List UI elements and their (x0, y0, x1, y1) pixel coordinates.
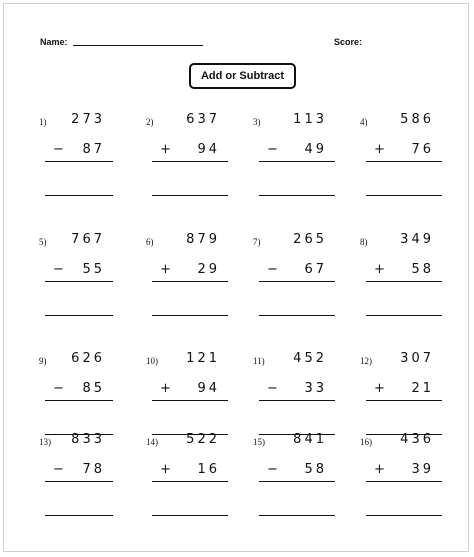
problem-top-number: 452 (293, 351, 327, 366)
problem-sum-line (45, 400, 113, 401)
problem-operator: − (267, 262, 278, 277)
problem-operand-row (253, 462, 327, 478)
problem-bottom-number: 58 (411, 262, 434, 277)
problem-operator: − (53, 381, 64, 396)
answer-line[interactable] (45, 515, 113, 516)
problem-operand-row (39, 142, 105, 158)
answer-line[interactable] (45, 195, 113, 196)
problem-4 (360, 112, 442, 212)
problem-bottom-number: 58 (304, 462, 327, 477)
problem-number: 10) (146, 356, 158, 366)
answer-line[interactable] (366, 315, 442, 316)
problem-sum-line (152, 161, 228, 162)
problem-operand-row (253, 381, 327, 397)
name-label: Name: (40, 37, 68, 47)
problem-number: 4) (360, 117, 368, 127)
problem-operand-row (39, 462, 105, 478)
problem-6 (146, 232, 228, 332)
problem-5 (39, 232, 113, 332)
problem-bottom-number: 87 (82, 142, 105, 157)
problem-8 (360, 232, 442, 332)
problem-operand-row (146, 462, 220, 478)
problem-number: 11) (253, 356, 265, 366)
answer-line[interactable] (152, 195, 228, 196)
problem-operand-row (360, 462, 434, 478)
answer-line[interactable] (366, 195, 442, 196)
problem-sum-line (259, 400, 335, 401)
problem-16 (360, 432, 442, 532)
answer-line[interactable] (45, 315, 113, 316)
problem-number: 15) (253, 437, 265, 447)
problem-top-number: 626 (71, 351, 105, 366)
problem-operator: − (267, 381, 278, 396)
problem-number: 2) (146, 117, 154, 127)
problem-bottom-number: 94 (197, 381, 220, 396)
problem-top-number: 273 (71, 112, 105, 127)
problem-operator: − (53, 462, 64, 477)
score-label: Score: (334, 37, 363, 47)
problem-14 (146, 432, 228, 532)
answer-line[interactable] (152, 515, 228, 516)
problem-3 (253, 112, 335, 212)
problem-number: 12) (360, 356, 372, 366)
problem-operator: + (160, 381, 171, 396)
problem-top-number: 522 (186, 432, 220, 447)
problem-operand-row (360, 262, 434, 278)
problem-operator: − (53, 142, 64, 157)
problem-top-number: 307 (400, 351, 434, 366)
problem-13 (39, 432, 113, 532)
problem-bottom-number: 33 (304, 381, 327, 396)
problem-top-number: 586 (400, 112, 434, 127)
problem-bottom-number: 78 (82, 462, 105, 477)
problem-number: 6) (146, 237, 154, 247)
problem-bottom-number: 67 (304, 262, 327, 277)
problem-top-number: 349 (400, 232, 434, 247)
problem-sum-line (259, 281, 335, 282)
problem-number: 5) (39, 237, 47, 247)
problem-operand-row (146, 381, 220, 397)
problem-sum-line (366, 400, 442, 401)
problem-operand-row (360, 381, 434, 397)
problem-top-number: 436 (400, 432, 434, 447)
problem-operator: − (267, 462, 278, 477)
problem-top-number: 637 (186, 112, 220, 127)
answer-line[interactable] (259, 315, 335, 316)
problem-bottom-number: 16 (197, 462, 220, 477)
name-line (73, 45, 203, 46)
problem-operator: − (267, 142, 278, 157)
problem-top-number: 841 (293, 432, 327, 447)
problem-bottom-number: 29 (197, 262, 220, 277)
problem-operator: + (160, 142, 171, 157)
problem-bottom-number: 39 (411, 462, 434, 477)
problem-2 (146, 112, 228, 212)
problem-bottom-number: 21 (411, 381, 434, 396)
problem-operand-row (253, 262, 327, 278)
problem-top-number: 265 (293, 232, 327, 247)
problem-bottom-number: 94 (197, 142, 220, 157)
answer-line[interactable] (259, 195, 335, 196)
problem-bottom-number: 85 (82, 381, 105, 396)
problem-sum-line (45, 481, 113, 482)
problem-operator: + (374, 381, 385, 396)
problem-sum-line (152, 400, 228, 401)
problem-sum-line (152, 281, 228, 282)
problem-sum-line (259, 481, 335, 482)
problem-number: 8) (360, 237, 368, 247)
problem-operator: + (160, 462, 171, 477)
answer-line[interactable] (152, 315, 228, 316)
problem-top-number: 121 (186, 351, 220, 366)
problem-sum-line (45, 161, 113, 162)
problem-number: 1) (39, 117, 47, 127)
problem-top-number: 833 (71, 432, 105, 447)
problem-top-number: 113 (293, 112, 327, 127)
problem-bottom-number: 55 (82, 262, 105, 277)
problem-operand-row (360, 142, 434, 158)
problem-operator: + (160, 262, 171, 277)
problem-sum-line (366, 281, 442, 282)
problem-15 (253, 432, 335, 532)
problem-sum-line (45, 281, 113, 282)
problem-number: 7) (253, 237, 261, 247)
problem-operand-row (39, 381, 105, 397)
problem-operator: − (53, 262, 64, 277)
answer-line[interactable] (366, 515, 442, 516)
problem-operand-row (39, 262, 105, 278)
problem-operator: + (374, 462, 385, 477)
problem-operator: + (374, 142, 385, 157)
problem-number: 3) (253, 117, 261, 127)
problem-number: 13) (39, 437, 51, 447)
problem-operand-row (146, 262, 220, 278)
problem-sum-line (152, 481, 228, 482)
problem-sum-line (366, 481, 442, 482)
problem-number: 9) (39, 356, 47, 366)
problem-bottom-number: 76 (411, 142, 434, 157)
problem-operand-row (253, 142, 327, 158)
problem-operator: + (374, 262, 385, 277)
problem-1 (39, 112, 113, 212)
problem-operand-row (146, 142, 220, 158)
problem-7 (253, 232, 335, 332)
answer-line[interactable] (259, 515, 335, 516)
problem-sum-line (259, 161, 335, 162)
problem-bottom-number: 49 (304, 142, 327, 157)
problem-top-number: 879 (186, 232, 220, 247)
problem-number: 16) (360, 437, 372, 447)
problem-sum-line (366, 161, 442, 162)
problem-number: 14) (146, 437, 158, 447)
worksheet-title: Add or Subtract (189, 63, 296, 89)
problem-top-number: 767 (71, 232, 105, 247)
